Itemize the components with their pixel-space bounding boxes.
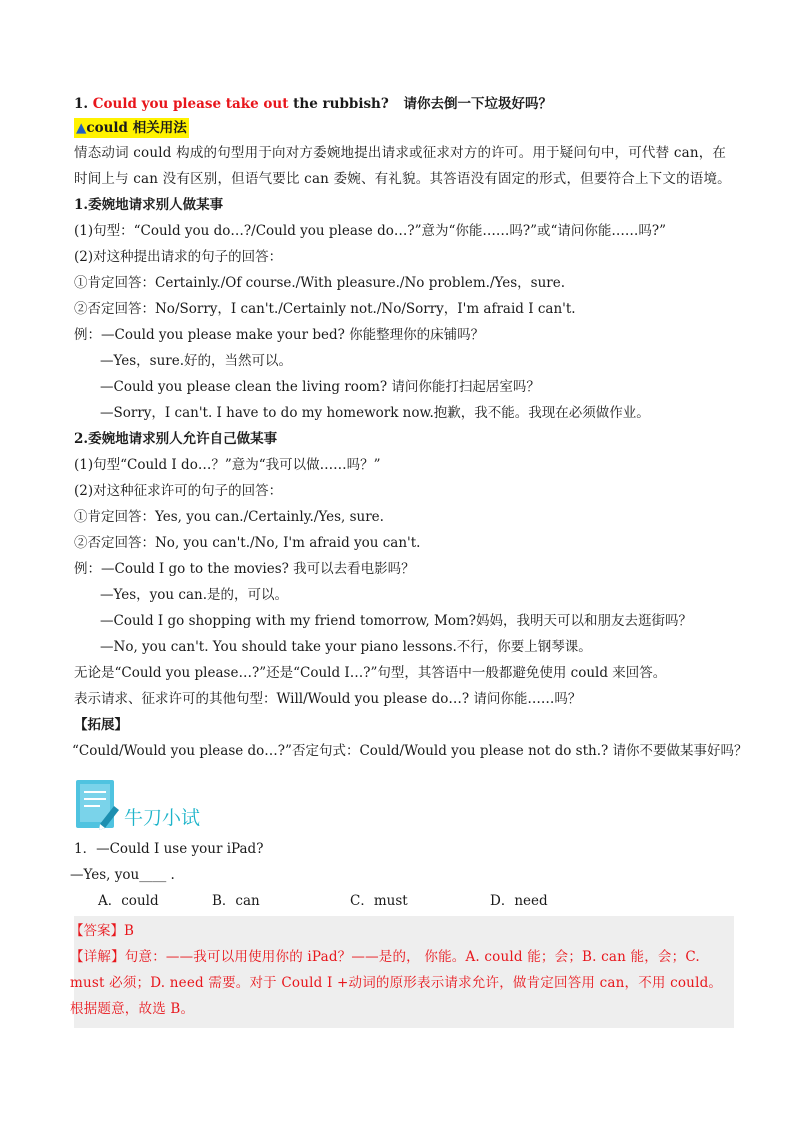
options-row: [74, 888, 734, 914]
answer-box: [70, 916, 734, 1028]
answer-text: 【答案】B: [70, 923, 134, 939]
section1-example: —Yes，sure.好的，当然可以。: [100, 353, 293, 369]
practice-question: 1．—Could I use your iPad?: [74, 841, 264, 857]
section1-example: —Could you please clean the living room? 请问你能打扫起居室吗？: [100, 379, 540, 395]
section1-heading: 1.委婉地请求别人做某事: [74, 197, 224, 213]
intro-paragraph: 情态动词 could 构成的句型用于向对方委婉地提出请求或征求对方的许可。用于疑问句中，可代替 can，在时间上与 can 没有区别，但语气要比 can 委婉、有礼貌。其答语没有固定的形式，但要符合上下文的语境。: [74, 145, 731, 187]
practice-header: [74, 770, 734, 832]
document-page: [70, 92, 748, 1028]
extension-text: “Could/Would you please do…?”否定句式：Could/Would you please not do sth.? 请你不要做某事好吗？: [72, 743, 748, 759]
section2-line: ①肯定回答：Yes, you can./Certainly./Yes, sure.: [74, 509, 384, 525]
option-c: C．must: [350, 893, 408, 909]
triangle-icon: ▲: [76, 120, 87, 136]
title-black-part: the rubbish?: [293, 96, 389, 112]
usage-heading-text: could 相关用法: [86, 120, 187, 136]
section1-example-lead: 例：—Could you please make your bed? 你能整理你的床铺吗？: [74, 327, 485, 343]
extension-heading: 【拓展】: [74, 717, 128, 733]
usage-heading-highlight: [74, 118, 189, 138]
note-line: 表示请求、征求许可的其他句型：Will/Would you please do…? 请问你能……吗？: [74, 691, 582, 707]
usage-heading: [74, 116, 734, 140]
section1-line: (2)对这种提出请求的句子的回答：: [74, 249, 283, 265]
section1-line: ①肯定回答：Certainly./Of course./With pleasure./No problem./Yes，sure.: [74, 275, 566, 291]
title-red-part: Could you please take out: [92, 96, 289, 112]
option-b: B．can: [212, 893, 260, 909]
title-chinese: 请你去倒一下垃圾好吗？: [403, 96, 552, 112]
practice-label: 牛刀小试: [124, 807, 201, 829]
option-a: A．could: [98, 893, 159, 909]
section2-example: —Could I go shopping with my friend tomorrow, Mom?妈妈，我明天可以和朋友去逛街吗？: [100, 613, 692, 629]
section1-example: —Sorry，I can't. I have to do my homework now.抱歉，我不能。我现在必须做作业。: [100, 405, 650, 421]
explanation-text: 【详解】句意：——我可以用使用你的 iPad？——是的， 你能。A. could 能；会；B. can 能，会；C. must 必须；D. need 需要。对于 Could I +动词的原形表示请求允许，做肯定回答用 can，不用 could。根据题意，故选 B。: [70, 949, 723, 1017]
section2-line: (1)句型“Could I do…？”意为“我可以做……吗？”: [74, 457, 381, 473]
section2-line: ②否定回答：No, you can't./No, I'm afraid you can't.: [74, 535, 421, 551]
note-line: 无论是“Could you please…?”还是“Could I…?”句型，其答语中一般都避免使用 could 来回答。: [74, 665, 667, 681]
section2-line: (2)对这种征求许可的句子的回答：: [74, 483, 283, 499]
option-d: D．need: [490, 893, 548, 909]
title-number: 1.: [74, 96, 89, 112]
practice-answer-line: —Yes, you____ .: [70, 867, 175, 883]
question-title: [74, 92, 734, 116]
pencil-notepad-icon: [74, 776, 120, 832]
section2-example-lead: 例：—Could I go to the movies? 我可以去看电影吗？: [74, 561, 415, 577]
section2-example: —No, you can't. You should take your piano lessons.不行，你要上钢琴课。: [100, 639, 592, 655]
section1-line: ②否定回答：No/Sorry，I can't./Certainly not./No/Sorry，I'm afraid I can't.: [74, 301, 576, 317]
section2-heading: 2.委婉地请求别人允许自己做某事: [74, 431, 278, 447]
section2-example: —Yes，you can.是的，可以。: [100, 587, 288, 603]
section1-line: (1)句型：“Could you do…?/Could you please do…?”意为“你能……吗?”或“请问你能……吗?”: [74, 223, 667, 239]
